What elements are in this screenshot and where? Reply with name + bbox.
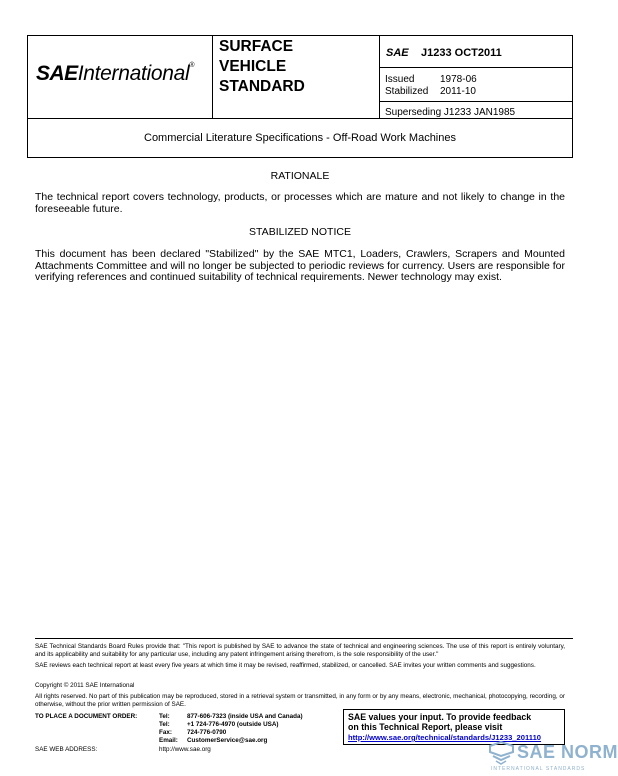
standard-type [219,37,305,97]
standard-line: VEHICLE [219,58,287,75]
document-title: Commercial Literature Specifications - Off-Road Work Machines [144,132,456,144]
stabilized-body: This document has been declared "Stabilized" by the SAE MTC1, Loaders, Crawlers, Scrapers and Mounted Attachments Committee and will no longer be subjected to periodic reviews for currency. Users are responsible for verifying references and continued suitability of technical requirements. Newer technology may exist. [35,248,565,283]
watermark-subtext: INTERNATIONAL STANDARDS [491,766,586,772]
header-divider [212,35,213,119]
review-policy-text: SAE reviews each technical report at least every five years at which time it may be revised, reaffirmed, stabilized, or cancelled. SAE invites your written comments and suggestions. [35,662,536,669]
header-divider [379,101,573,102]
web-label: SAE WEB ADDRESS: [35,746,98,753]
sae-international-logo [36,62,212,86]
header-divider [379,35,380,119]
fax-label: Fax: [159,729,172,736]
logo-registered: ® [189,62,195,69]
board-rules-text: SAE Technical Standards Board Rules provide that: "This report is published by SAE to advance the state of technical and engineering sciences. The use of this report is entirely voluntary, and its applicability and suitability for any particular use, including any patent infringement arising therefrom, is the sole responsibility of the user." [35,643,565,658]
rationale-heading: RATIONALE [270,170,330,182]
stabilized-value: 2011-10 [440,86,476,97]
issued-value: 1978-06 [440,74,477,85]
tel-value: 877-606-7323 (inside USA and Canada) [187,713,303,720]
web-value[interactable]: http://www.sae.org [159,746,211,753]
copyright-text: Copyright © 2011 SAE International [35,682,135,689]
rationale-body: The technical report covers technology, products, or processes which are mature and not likely to change in the foreseeable future. [35,191,565,215]
standard-line: SURFACE [219,38,294,55]
tel2-value: +1 724-776-4970 (outside USA) [187,721,279,728]
feedback-line: on this Technical Report, please visit [348,722,503,732]
issued-label: Issued [385,74,415,85]
rights-text: All rights reserved. No part of this publication may be reproduced, stored in a retrieval system or transmitted, in any form or by any means, electronic, mechanical, photocopying, recording, or otherwise, without the prior written permission of SAE. [35,693,565,708]
watermark-emblem-icon [487,740,517,766]
email-value[interactable]: CustomerService@sae.org [187,737,268,744]
feedback-link[interactable]: http://www.sae.org/technical/standards/J1233_201110 [348,733,542,742]
stabilized-label: Stabilized [385,86,429,97]
logo-sae: SAE [36,62,78,85]
fax-value: 724-776-0790 [187,729,227,736]
footer-rule [35,638,573,639]
document-number: J1233 OCT2011 [421,47,502,59]
feedback-line: SAE values your input. To provide feedback [348,712,532,722]
order-label: TO PLACE A DOCUMENT ORDER: [35,713,138,720]
header-divider [379,67,573,68]
superseding-note: Superseding J1233 JAN1985 [385,107,516,118]
tel2-label: Tel: [159,721,170,728]
stabilized-heading: STABILIZED NOTICE [249,226,351,238]
standard-line: STANDARD [219,78,305,95]
tel-label: Tel: [159,713,170,720]
watermark-text: SAE NORM [517,742,618,762]
sae-norm-watermark [487,740,618,776]
email-label: Email: [159,737,178,744]
logo-international: International [77,62,190,85]
sae-mini-logo: SAE [386,47,409,59]
